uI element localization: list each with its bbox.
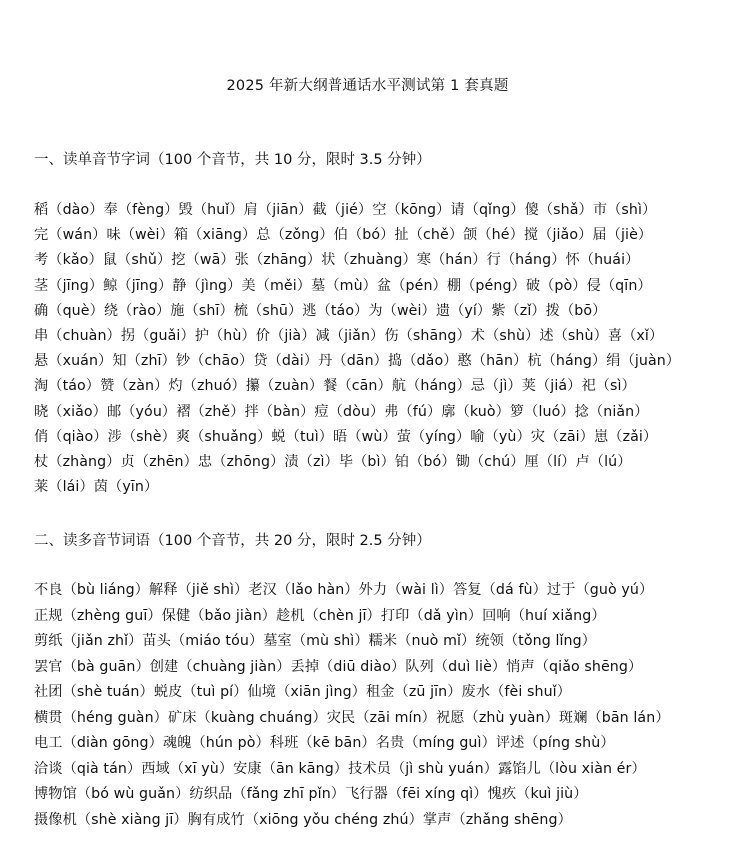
word-line: 罢官（bà guān）创建（chuàng jiàn）丢掉（diū diào）队列（duì liè）悄声（qiǎo shēng）: [34, 658, 643, 675]
word-line: 洽谈（qià tán）西域（xī yù）安康（ān kāng）技术员（jì shù yuán）露馅儿（lòu xiàn ér）: [34, 760, 646, 777]
word-line: 社团（shè tuán）蜕皮（tuì pí）仙境（xiān jìng）租金（zū jīn）废水（fèi shuǐ）: [34, 684, 571, 700]
word-line: 俏（qiào）涉（shè）爽（shuǎng）蜕（tuì）晤（wù）萤（yíng）喻（yù）灾（zāi）崽（zǎi）: [34, 428, 658, 445]
word-line: 不良（bù liáng）解释（jiě shì）老汉（lǎo hàn）外力（wài lì）答复（dá fù）过于（guò yú）: [34, 582, 654, 598]
page-title: 2025 年新大纲普通话水平测试第 1 套真题: [226, 78, 509, 94]
word-line: 淘（táo）赞（zàn）灼（zhuó）攥（zuàn）餐（cān）航（háng）忌（jì）荚（jiá）祀（sì）: [34, 378, 636, 395]
word-line: 剪纸（jiǎn zhǐ）苗头（miáo tóu）墓室（mù shì）糯米（nuò mǐ）统领（tǒng lǐng）: [34, 633, 597, 649]
word-line: 横贯（héng guàn）矿床（kuàng chuáng）灾民（zāi mín）祝愿（zhù yuàn）斑斓（bān lán）: [34, 709, 670, 726]
word-line: 博物馆（bó wù guǎn）纺织品（fǎng zhī pǐn）飞行器（fēi xíng qì）愧疚（kuì jiù）: [34, 786, 588, 802]
section-1-word-list: [34, 198, 680, 500]
word-line: 串（chuàn）拐（guǎi）护（hù）价（jià）减（jiǎn）伤（shāng）术（shù）述（shù）喜（xǐ）: [34, 327, 664, 344]
word-line: 完（wán）味（wèi）箱（xiāng）总（zǒng）伯（bó）扯（chě）颌（hé）搅（jiǎo）届（jiè）: [34, 227, 653, 244]
section-1-heading: 一、读单音节字词（100 个音节，共 10 分，限时 3.5 分钟）: [34, 152, 431, 168]
word-line: 莱（lái）茵（yīn）: [34, 479, 159, 496]
word-line: 杖（zhàng）贞（zhēn）忠（zhōng）渍（zì）毕（bì）铂（bó）锄（chú）厘（lí）卢（lú）: [34, 453, 632, 470]
word-line: 茎（jīng）鲸（jīng）静（jìng）美（měi）墓（mù）盆（pén）棚（péng）破（pò）侵（qīn）: [34, 277, 652, 294]
word-line: 确（què）绕（rào）施（shī）梳（shū）逃（táo）为（wèi）遗（yí）紫（zǐ）拨（bō）: [34, 302, 607, 319]
word-line: 正规（zhèng guī）保健（bǎo jiàn）趁机（chèn jī）打印（dǎ yìn）回响（huí xiǎng）: [34, 607, 606, 624]
word-line: 稻（dào）奉（fèng）毁（huǐ）肩（jiān）截（jié）空（kōng）请（qǐng）傻（shǎ）市（shì）: [34, 202, 657, 218]
section-2-heading: 二、读多音节词语（100 个音节，共 20 分，限时 2.5 分钟）: [34, 533, 431, 549]
word-line: 悬（xuán）知（zhī）钞（chāo）贷（dài）丹（dān）捣（dǎo）憨（hān）杭（háng）绢（juàn）: [34, 353, 681, 370]
word-line: 晓（xiǎo）邮（yóu）褶（zhě）拌（bàn）痘（dòu）弗（fú）廓（kuò）箩（luó）捻（niǎn）: [34, 403, 649, 420]
section-2-word-list: [34, 578, 670, 833]
word-line: 摄像机（shè xiàng jī）胸有成竹（xiōng yǒu chéng zhú）掌声（zhǎng shēng）: [34, 811, 572, 828]
word-line: 考（kǎo）鼠（shǔ）挖（wā）张（zhāng）状（zhuàng）寒（hán）行（háng）怀（huái）: [34, 252, 640, 269]
word-line: 电工（diàn gōng）魂魄（hún pò）科班（kē bān）名贵（míng guì）评述（píng shù）: [34, 735, 615, 751]
